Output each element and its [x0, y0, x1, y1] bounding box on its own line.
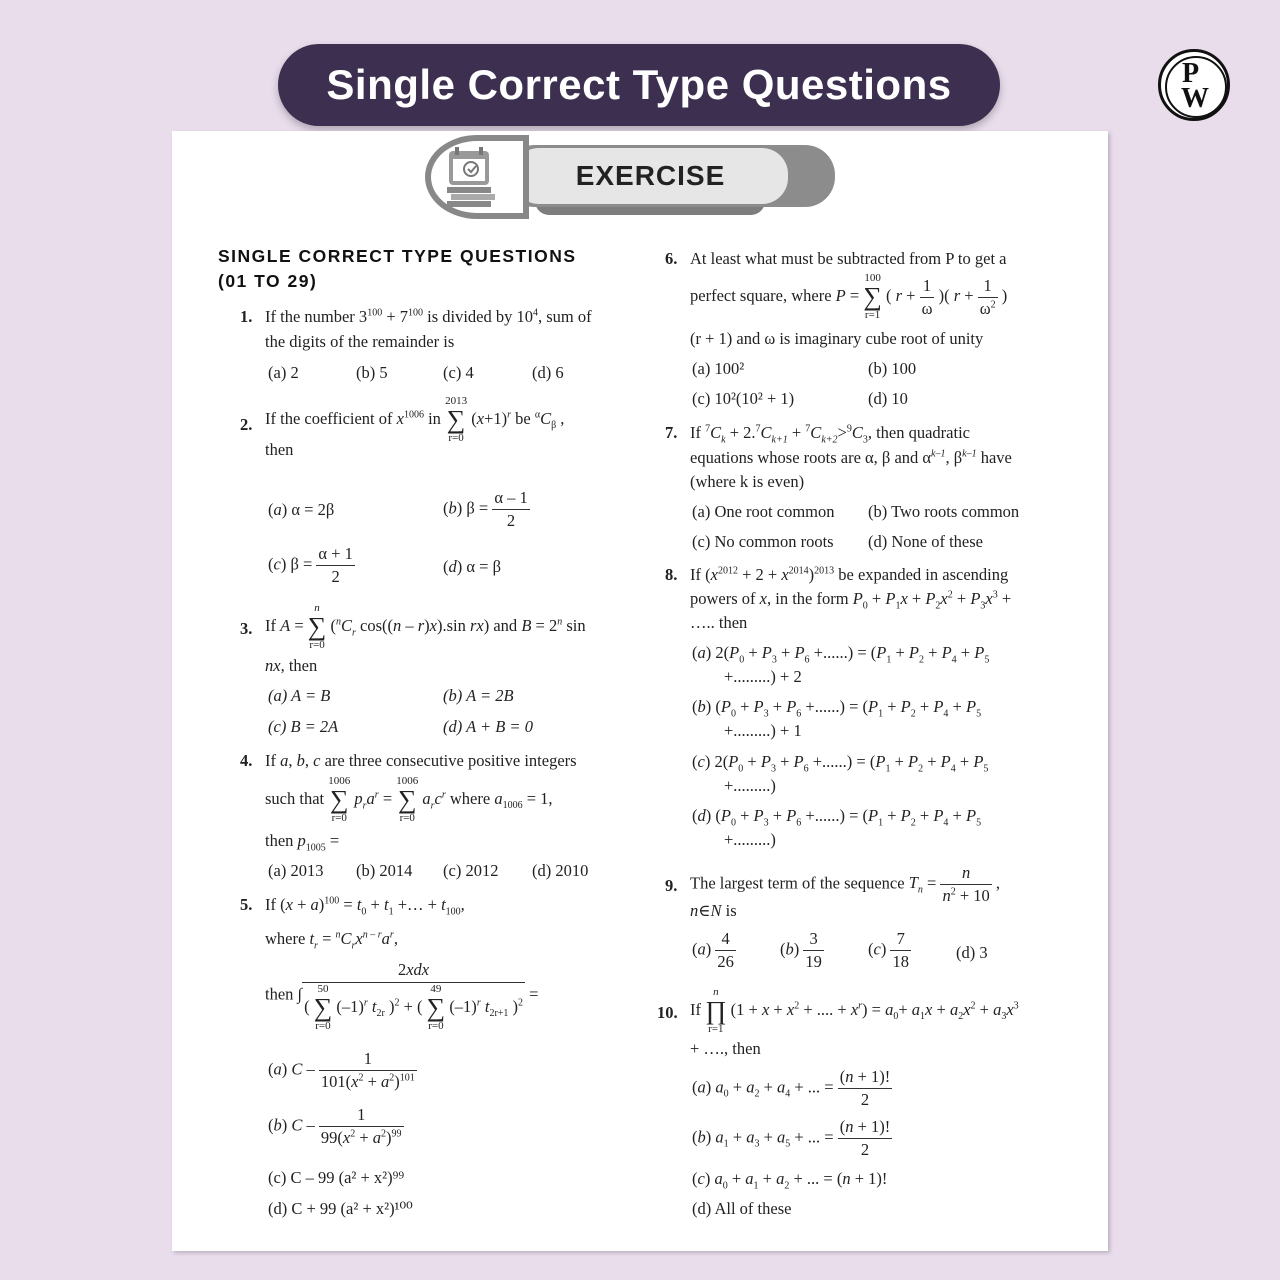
q4-option-a: (a) 2013 [268, 861, 324, 880]
q2-option-c: (c) β = $\frac{\alpha + 1}{2}$ [268, 544, 353, 586]
calendar-books-icon [439, 143, 509, 211]
q4-text: If a, b, c are three consecutive positive integers [265, 751, 577, 770]
q10-text-cont: + …., then [690, 1039, 761, 1058]
title-banner [278, 44, 1000, 126]
q1-option-c: (c) 4 [443, 363, 474, 382]
logo-letter-p: P [1182, 58, 1200, 89]
q8-option-c: (c) $2(P_0 + P_3 + P_6$ +......) = ($P_1 + P_2 + P_4 + P_5$ [692, 752, 989, 775]
q5-option-a: (a) C – $\frac{1}{101(x^2 + a^2)^{101}}$ [268, 1049, 415, 1091]
q6-option-d: (d) 10 [868, 389, 908, 408]
q3-text-cont: nx, then [265, 656, 318, 675]
q10-text: If n ∏ r=1 ($1 + x + x^2$ + .... + $x^r) = a_0+ a_1x + a_2x^2 + a_3x^3$ [690, 986, 1019, 1035]
q1-option-b: (b) 5 [356, 363, 388, 382]
section-heading: SINGLE CORRECT TYPE QUESTIONS [218, 246, 577, 266]
q5-option-b: (b) C – $\frac{1}{99(x^2 + a^2)^{99}}$ [268, 1105, 402, 1147]
q8-option-a: (a) $2(P_0 + P_3 + P_6$ +......) = ($P_1 + P_2 + P_4 + P_5$ [692, 643, 990, 666]
q3-option-b: (b) A = 2B [443, 686, 514, 705]
q1-option-a: (a) 2 [268, 363, 299, 382]
q5-option-d: (d) C + 99 (a² + x²)¹⁰⁰ [268, 1199, 413, 1218]
pw-logo [1158, 49, 1230, 121]
q2-number: 2. [240, 415, 253, 434]
q9-option-d: (d) 3 [956, 943, 988, 962]
q6-option-c: (c) 10²(10² + 1) [692, 389, 795, 408]
q1-number: 1. [240, 307, 253, 326]
q5-text: If $(x + a)^{100} = t_0 + t_1$ +… + $t_{100}$, [265, 895, 465, 918]
q8-option-a-cont: +.........) + 2 [724, 667, 802, 686]
q8-option-c-cont: +.........) [724, 776, 776, 795]
q7-number: 7. [665, 423, 678, 442]
exercise-label: EXERCISE [575, 160, 726, 191]
q10-option-b: (b) $a_1 + a_3 + a_5$ + ... = $\frac{(n + 1)!}{2}$ [692, 1117, 891, 1159]
q8-option-d: (d) ($P_0 + P_3 + P_6$ +......) = ($P_1 + P_2 + P_4 + P_5$ [692, 806, 982, 829]
q6-number: 6. [665, 249, 678, 268]
q3-number: 3. [240, 619, 253, 638]
q2-option-a: (a) α = 2β [268, 500, 335, 519]
q4-text-then: then $p_{1005}$ = [265, 831, 340, 854]
q10-option-d: (d) All of these [692, 1199, 792, 1218]
q7-option-d: (d) None of these [868, 532, 984, 551]
q8-option-d-cont: +.........) [724, 830, 776, 849]
q6-option-a: (a) 100² [692, 359, 745, 378]
q4-number: 4. [240, 751, 253, 770]
q4-text-sum: such that 1006 ∑ r=0 $p_ra^r$ = 1006 ∑ r=0 $a_rc^r$ where $a_{1006} = 1$, [265, 775, 553, 824]
q10-option-c: (c) $a_0 + a_1 + a_2$ + ... = (n + 1)! [692, 1169, 888, 1192]
q6-text: At least what must be subtracted from P to get a [690, 249, 1007, 268]
q6-option-b: (b) 100 [868, 359, 917, 378]
q10-option-a: (a) $a_0 + a_2 + a_4$ + ... = $\frac{(n + 1)!}{2}$ [692, 1067, 891, 1109]
q5-option-c: (c) C – 99 (a² + x²)⁹⁹ [268, 1168, 405, 1187]
q3-option-c: (c) B = 2A [268, 717, 339, 736]
logo-letter-w: W [1181, 83, 1209, 114]
exercise-badge [425, 135, 845, 220]
q9-option-b: (b) $\frac{3}{19}$ [780, 929, 822, 971]
q9-text-cont: n∈N is [690, 901, 737, 920]
q1-option-d: (d) 6 [532, 363, 564, 382]
q8-number: 8. [665, 565, 678, 584]
q2-option-d: (d) α = β [443, 557, 501, 576]
q9-option-c: (c) $\frac{7}{18}$ [868, 929, 909, 971]
section-heading-range: (01 TO 29) [218, 271, 318, 291]
q1-text-cont: the digits of the remainder is [265, 332, 455, 351]
q2-then: then [265, 440, 294, 459]
q4-option-b: (b) 2014 [356, 861, 413, 880]
q7-text-cont: equations whose roots are α, β and $\alpha^{k-1}$, $\beta^{k-1}$ have [690, 448, 1012, 467]
q2-text: If the coefficient of $x^{1006}$ in 2013 ∑ r=0 $(x+1)^r$ be $^\alpha C_\beta$ , [265, 395, 565, 444]
q9-text: The largest term of the sequence $T_n$ = $\frac{n}{n^2 + 10}$ , [690, 863, 1001, 905]
q1-text: If the number $3^{100} + 7^{100}$ is divided by $10^4$, sum of [265, 307, 592, 326]
q8-text-then: ….. then [690, 613, 748, 632]
q4-option-c: (c) 2012 [443, 861, 499, 880]
badge-icon-holder [425, 135, 529, 219]
q8-text: If $(x^{2012} + 2 + x^{2014})^{2013}$ be expanded in ascending [690, 565, 1009, 584]
q6-text-formula: perfect square, where P = 100 ∑ r=1 ( r + $\frac{1}{\omega}$ )( r + $\frac{1}{\omega^2}$ ) [690, 272, 1008, 321]
q9-option-a: (a) $\frac{4}{26}$ [692, 929, 734, 971]
q6-text-cont: (r + 1) and ω is imaginary cube root of unity [690, 329, 984, 348]
badge-label-box [513, 148, 788, 204]
q9-number: 9. [665, 876, 678, 895]
q5-text-where: where $t_r = ^nC_rx^{n - r}a^r$, [265, 929, 398, 952]
q7-option-a: (a) One root common [692, 502, 835, 521]
q7-option-c: (c) No common roots [692, 532, 834, 551]
q8-text-cont: powers of x, in the form $P_0 + P_1x + P_2x^2 + P_3x^3$ + [690, 589, 1012, 612]
q7-option-b: (b) Two roots common [868, 502, 1020, 521]
q8-option-b-cont: +.........) + 1 [724, 721, 802, 740]
q3-option-a: (a) A = B [268, 686, 331, 705]
q2-option-b: (b) β = $\frac{\alpha - 1}{2}$ [443, 488, 528, 530]
q3-text: If A = n ∑ r=0 ($^nC_r$ cos((n – r)x).sin rx) and $B = 2^n$ sin [265, 602, 586, 651]
banner-title: Single Correct Type Questions [326, 61, 952, 108]
q10-number: 10. [657, 1003, 678, 1022]
q7-text-cont2: (where k is even) [690, 472, 805, 491]
q7-text: If $^7C_k + 2.^7C_{k+1} + ^7C_{k+2}>^9C_3$, then quadratic [690, 423, 970, 446]
q5-number: 5. [240, 895, 253, 914]
q5-integral: then ∫ 2xdx ( 50 ∑ r=0 $(-1)^r$ $t_{2r}$ )$^2$ + ( 49 ∑ r=0 $(-1)^r$ $t_{2r+1}$ )$^2$ = [265, 960, 539, 1032]
q3-option-d: (d) A + B = 0 [443, 717, 533, 736]
q8-option-b: (b) ($P_0 + P_3 + P_6$ +......) = ($P_1 + P_2 + P_4 + P_5$ [692, 697, 982, 720]
q4-option-d: (d) 2010 [532, 861, 589, 880]
